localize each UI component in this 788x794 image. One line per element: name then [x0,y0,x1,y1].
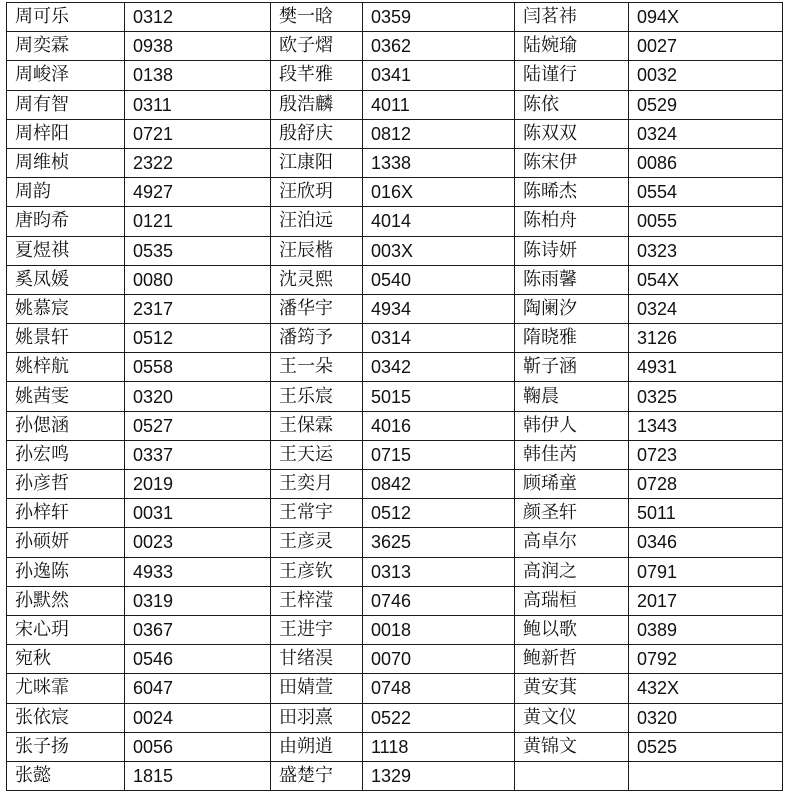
student-code-cell: 4016 [363,411,515,440]
student-code-cell: 0337 [125,440,271,469]
student-name-cell [515,761,629,790]
student-name-cell: 黄锦文 [515,732,629,761]
table-row [7,499,783,528]
student-name-cell: 周峻泽 [7,61,125,90]
student-name-cell: 孙梓轩 [7,499,125,528]
student-code-cell: 0070 [363,645,515,674]
student-code-cell: 0346 [629,528,783,557]
student-code-cell: 0359 [363,3,515,32]
student-name-cell: 孙默然 [7,586,125,615]
student-name-cell: 黄安萁 [515,674,629,703]
student-code-cell: 0031 [125,499,271,528]
student-name-cell: 王彦钦 [271,557,363,586]
table-row [7,324,783,353]
student-code-cell: 0512 [363,499,515,528]
student-name-cell: 宋心玥 [7,615,125,644]
student-name-cell: 汪辰楷 [271,236,363,265]
student-name-cell: 欧子熠 [271,32,363,61]
student-name-cell: 张懿 [7,761,125,790]
student-code-cell: 0746 [363,586,515,615]
student-code-cell: 0791 [629,557,783,586]
student-name-cell: 颜圣轩 [515,499,629,528]
student-code-cell: 4934 [363,294,515,323]
student-name-cell: 孙彦哲 [7,470,125,499]
student-code-cell: 0320 [125,382,271,411]
student-name-cell: 王常宇 [271,499,363,528]
student-code-cell: 0540 [363,265,515,294]
student-code-cell: 0723 [629,440,783,469]
student-name-cell: 樊一晗 [271,3,363,32]
student-code-cell: 0558 [125,353,271,382]
student-name-cell: 陈宋伊 [515,148,629,177]
student-name-cell: 周维桢 [7,148,125,177]
student-name-cell: 王彦灵 [271,528,363,557]
student-name-cell: 田羽熹 [271,703,363,732]
student-name-cell: 姚景轩 [7,324,125,353]
student-name-cell: 陈双双 [515,119,629,148]
student-name-cell: 鲍新哲 [515,645,629,674]
student-code-cell: 0311 [125,90,271,119]
table-row [7,178,783,207]
student-code-cell: 2317 [125,294,271,323]
student-code-cell: 0938 [125,32,271,61]
student-code-cell: 4011 [363,90,515,119]
student-code-cell: 0362 [363,32,515,61]
student-name-cell: 王进宇 [271,615,363,644]
student-name-cell: 陆谨行 [515,61,629,90]
student-name-cell: 鲍以歌 [515,615,629,644]
student-code-cell: 2322 [125,148,271,177]
student-name-cell: 孙宏鸣 [7,440,125,469]
student-name-cell: 姚梓航 [7,353,125,382]
student-code-cell: 0023 [125,528,271,557]
student-name-cell: 陆婉瑜 [515,32,629,61]
student-code-cell: 0319 [125,586,271,615]
student-code-cell: 0554 [629,178,783,207]
student-code-cell: 3625 [363,528,515,557]
student-code-cell: 4931 [629,353,783,382]
roster-table-body [7,3,783,791]
student-code-cell: 0314 [363,324,515,353]
student-name-cell: 潘筠予 [271,324,363,353]
table-row [7,732,783,761]
student-code-cell: 0389 [629,615,783,644]
student-name-cell: 张子扬 [7,732,125,761]
student-code-cell: 0086 [629,148,783,177]
student-name-cell: 殷浩麟 [271,90,363,119]
student-name-cell: 王天运 [271,440,363,469]
student-code-cell: 094X [629,3,783,32]
table-row [7,645,783,674]
student-name-cell: 殷舒庆 [271,119,363,148]
student-code-cell: 4014 [363,207,515,236]
student-code-cell: 1815 [125,761,271,790]
student-code-cell: 0080 [125,265,271,294]
student-code-cell: 6047 [125,674,271,703]
table-row [7,294,783,323]
student-name-cell: 周韵 [7,178,125,207]
table-row [7,119,783,148]
student-name-cell: 陈柏舟 [515,207,629,236]
student-name-cell: 黄文仪 [515,703,629,732]
student-name-cell: 王保霖 [271,411,363,440]
student-code-cell: 0728 [629,470,783,499]
student-code-cell: 0018 [363,615,515,644]
student-code-cell: 0529 [629,90,783,119]
student-name-cell: 顾琋童 [515,470,629,499]
table-row [7,61,783,90]
student-code-cell: 016X [363,178,515,207]
student-code-cell: 0320 [629,703,783,732]
student-code-cell: 0721 [125,119,271,148]
student-code-cell: 1338 [363,148,515,177]
student-code-cell: 0522 [363,703,515,732]
student-code-cell: 003X [363,236,515,265]
student-name-cell: 高卓尔 [515,528,629,557]
student-code-cell: 432X [629,674,783,703]
student-code-cell: 0341 [363,61,515,90]
student-code-cell: 0027 [629,32,783,61]
student-name-cell: 周有智 [7,90,125,119]
student-code-cell: 0056 [125,732,271,761]
student-code-cell: 0055 [629,207,783,236]
student-code-cell: 0323 [629,236,783,265]
student-code-cell: 0546 [125,645,271,674]
student-code-cell: 0032 [629,61,783,90]
table-row [7,528,783,557]
student-code-cell: 0715 [363,440,515,469]
student-name-cell: 陈诗妍 [515,236,629,265]
student-name-cell: 王奕月 [271,470,363,499]
student-code-cell: 0324 [629,294,783,323]
table-row [7,382,783,411]
table-row [7,3,783,32]
student-code-cell: 0024 [125,703,271,732]
student-name-cell: 汪泊远 [271,207,363,236]
student-code-cell: 1343 [629,411,783,440]
student-code-cell: 2017 [629,586,783,615]
student-name-cell: 鞠晨 [515,382,629,411]
student-code-cell: 4933 [125,557,271,586]
student-name-cell: 孙硕妍 [7,528,125,557]
table-row [7,265,783,294]
student-name-cell: 尤咪霏 [7,674,125,703]
student-name-cell: 周奕霖 [7,32,125,61]
student-name-cell: 潘华宇 [271,294,363,323]
student-name-cell: 韩伊人 [515,411,629,440]
student-name-cell: 宛秋 [7,645,125,674]
student-name-cell: 孙偲涵 [7,411,125,440]
student-name-cell: 周可乐 [7,3,125,32]
student-code-cell: 0535 [125,236,271,265]
student-code-cell: 0342 [363,353,515,382]
student-code-cell: 0121 [125,207,271,236]
student-code-cell: 5015 [363,382,515,411]
table-row [7,703,783,732]
table-row [7,557,783,586]
student-name-cell: 高瑞桓 [515,586,629,615]
table-row [7,586,783,615]
student-name-cell: 陈依 [515,90,629,119]
student-code-cell: 5011 [629,499,783,528]
student-name-cell: 孙逸陈 [7,557,125,586]
student-name-cell: 韩佳芮 [515,440,629,469]
student-name-cell: 夏煜祺 [7,236,125,265]
student-name-cell: 王乐宸 [271,382,363,411]
student-code-cell: 0512 [125,324,271,353]
table-row [7,411,783,440]
student-code-cell: 0312 [125,3,271,32]
table-row [7,674,783,703]
student-code-cell: 054X [629,265,783,294]
student-code-cell: 0367 [125,615,271,644]
student-code-cell: 0748 [363,674,515,703]
student-name-cell: 唐昀希 [7,207,125,236]
student-name-cell: 隋晓雅 [515,324,629,353]
student-name-cell: 汪欣玥 [271,178,363,207]
table-row [7,470,783,499]
table-row [7,148,783,177]
student-code-cell: 3126 [629,324,783,353]
student-code-cell: 2019 [125,470,271,499]
student-code-cell: 0842 [363,470,515,499]
student-code-cell [629,761,783,790]
student-name-cell: 奚凤媛 [7,265,125,294]
student-name-cell: 靳子涵 [515,353,629,382]
table-row [7,32,783,61]
student-code-cell: 0138 [125,61,271,90]
table-row [7,90,783,119]
student-name-cell: 田婧萱 [271,674,363,703]
student-name-cell: 姚茜雯 [7,382,125,411]
table-row [7,236,783,265]
student-code-cell: 1329 [363,761,515,790]
table-row [7,440,783,469]
student-name-cell: 沈灵熙 [271,265,363,294]
table-row [7,353,783,382]
student-code-cell: 0313 [363,557,515,586]
student-name-cell: 陈晞杰 [515,178,629,207]
student-code-cell: 0812 [363,119,515,148]
table-row [7,615,783,644]
student-name-cell: 盛楚宁 [271,761,363,790]
student-code-cell: 1118 [363,732,515,761]
student-code-cell: 0792 [629,645,783,674]
roster-table [6,2,783,791]
table-row [7,207,783,236]
student-name-cell: 高润之 [515,557,629,586]
student-name-cell: 姚慕宸 [7,294,125,323]
student-code-cell: 0525 [629,732,783,761]
student-name-cell: 周梓阳 [7,119,125,148]
table-row [7,761,783,790]
student-name-cell: 由朔逍 [271,732,363,761]
student-name-cell: 王一朵 [271,353,363,382]
student-name-cell: 段芊雅 [271,61,363,90]
student-name-cell: 陶阑汐 [515,294,629,323]
student-name-cell: 江康阳 [271,148,363,177]
student-code-cell: 4927 [125,178,271,207]
student-name-cell: 陈雨馨 [515,265,629,294]
student-name-cell: 闫茗祎 [515,3,629,32]
student-code-cell: 0325 [629,382,783,411]
student-code-cell: 0324 [629,119,783,148]
student-code-cell: 0527 [125,411,271,440]
student-name-cell: 甘绪淏 [271,645,363,674]
student-name-cell: 张依宸 [7,703,125,732]
student-name-cell: 王梓滢 [271,586,363,615]
